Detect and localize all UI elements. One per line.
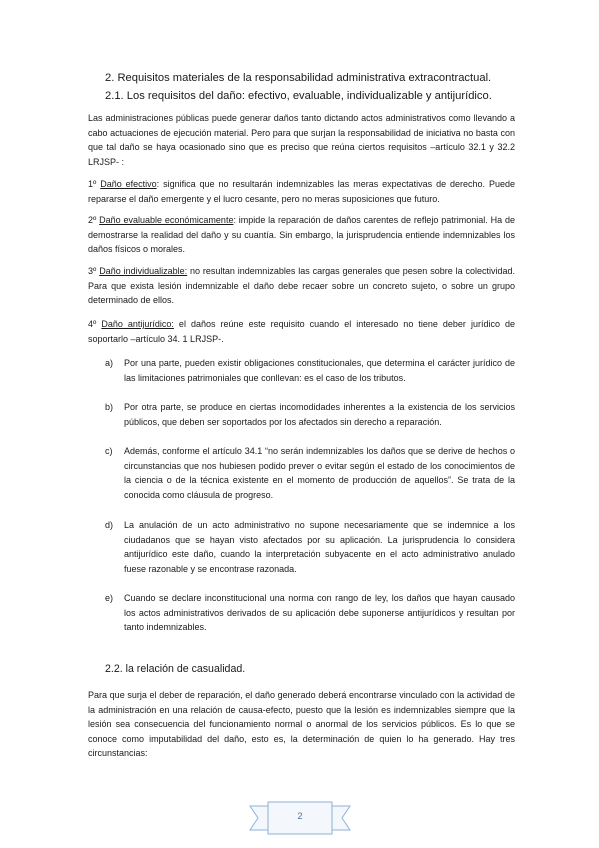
list-marker: a) xyxy=(105,358,114,368)
subsection-heading-2: 2.2. la relación de casualidad. xyxy=(105,663,246,675)
list-item-text: Por una parte, pueden existir obligaciones constitucionales, que determina el carácter jurídico de las limitaciones patrimoniales que conllevan: es el caso de los tributos. xyxy=(124,358,515,383)
list-item-text: Por otra parte, se produce en ciertas incomodidades inherentes a la existencia de los servicios públicos, que deben ser soportados por los afectados sin derecho a reparación. xyxy=(124,402,515,427)
list-item-c xyxy=(105,444,515,502)
intro-paragraph: Las administraciones públicas puede generar daños tanto dictando actos administrativos como llevando a cabo actuaciones de ejecución material. Pero para que surjan la responsabilidad de iniciativa no basta con que tal daño se haya ocasionado sino que es preciso que reúna ciertos requisitos –artículo 32.1 y 32.2 LRJSP- : xyxy=(88,113,515,167)
requirement-1 xyxy=(88,177,515,206)
requirement-text: : significa que no resultarán indemnizables las meras expectativas de derecho. Puede repararse el daño emergente y el lucro cesante, pero no meras suposiciones que futuro. xyxy=(88,179,515,204)
page-number: 2 xyxy=(297,811,303,821)
subsection-heading: 2.1. Los requisitos del daño: efectivo, evaluable, individualizable y antijurídico. xyxy=(105,90,492,102)
closing-paragraph: Para que surja el deber de reparación, el daño generado deberá encontrarse vinculado con la actividad de la administración en una relación de causa-efecto, puesto que la lesión es indemnizables siempre que la lesión sea consecuencia del funcionamiento normal o anormal de los servicios públicos. Es lo que se conoce como imputabilidad del daño, esto es, la determinación de quien lo ha generado. Hay tres circunstancias: xyxy=(88,690,515,759)
requirement-number: 1º xyxy=(88,179,101,189)
list-item-b xyxy=(105,400,515,429)
requirement-text: : impide la reparación de daños carentes de reflejo patrimonial. Ha de demostrarse la realidad del daño y su cuantía. Sin embargo, la jurisprudencia entiende indemnizables los daños físicos o morales. xyxy=(88,215,515,255)
requirement-number: 3º xyxy=(88,266,100,276)
section-heading: 2. Requisitos materiales de la responsabilidad administrativa extracontractual. xyxy=(105,72,492,84)
list-item-text: La anulación de un acto administrativo no supone necesariamente que se indemnice a los ciudadanos que se hayan visto afectados por su aplicación. La jurisprudencia lo considera antijurídico este daño, cuando la interpretación subyacente en el acto administrativo anulado fuese razonable y se encontrase razonada. xyxy=(124,520,515,574)
requirement-number: 4º xyxy=(88,319,102,329)
requirement-text: no resultan indemnizables las cargas generales que pesen sobre la colectividad. Para que exista lesión indemnizable el daño debe recaer sobre un concreto sujeto, o sobre un grupo determinado de ellos. xyxy=(88,266,515,306)
list-marker: b) xyxy=(105,402,114,412)
list-marker: c) xyxy=(105,446,113,456)
requirement-2 xyxy=(88,213,515,257)
list-item-e xyxy=(105,591,515,635)
requirement-4 xyxy=(88,317,515,346)
requirement-term: Daño antijurídico: xyxy=(101,319,174,329)
requirement-number: 2º xyxy=(88,215,100,225)
list-item-d xyxy=(105,518,515,576)
page-number-ribbon xyxy=(248,798,352,838)
list-marker: e) xyxy=(105,593,114,603)
list-marker: d) xyxy=(105,520,114,530)
requirement-term: Daño evaluable económicamente xyxy=(99,215,234,225)
requirement-term: Daño individualizable: xyxy=(99,266,188,276)
list-item-text: Además, conforme el artículo 34.1 “no serán indemnizables los daños que se derive de hechos o circunstancias que nos hubiesen podido prever o evitar según el estado de los conocimientos de la ciencia o de la técnica existente en el momento de producción de aquellos”. Se trata de la conocida como cláusula de progreso. xyxy=(124,446,515,500)
requirement-3 xyxy=(88,264,515,308)
requirement-term: Daño efectivo xyxy=(100,179,157,189)
list-item-a xyxy=(105,356,515,385)
requirement-text: el daños reúne este requisito cuando el interesado no tiene deber jurídico de soportarlo –artículo 34. 1 LRJSP-. xyxy=(88,319,515,344)
list-item-text: Cuando se declare inconstitucional una norma con rango de ley, los daños que hayan causado los actos administrativos derivados de su aplicación debe suponerse antijurídicos y resultan por tanto indemnizables. xyxy=(124,593,515,633)
